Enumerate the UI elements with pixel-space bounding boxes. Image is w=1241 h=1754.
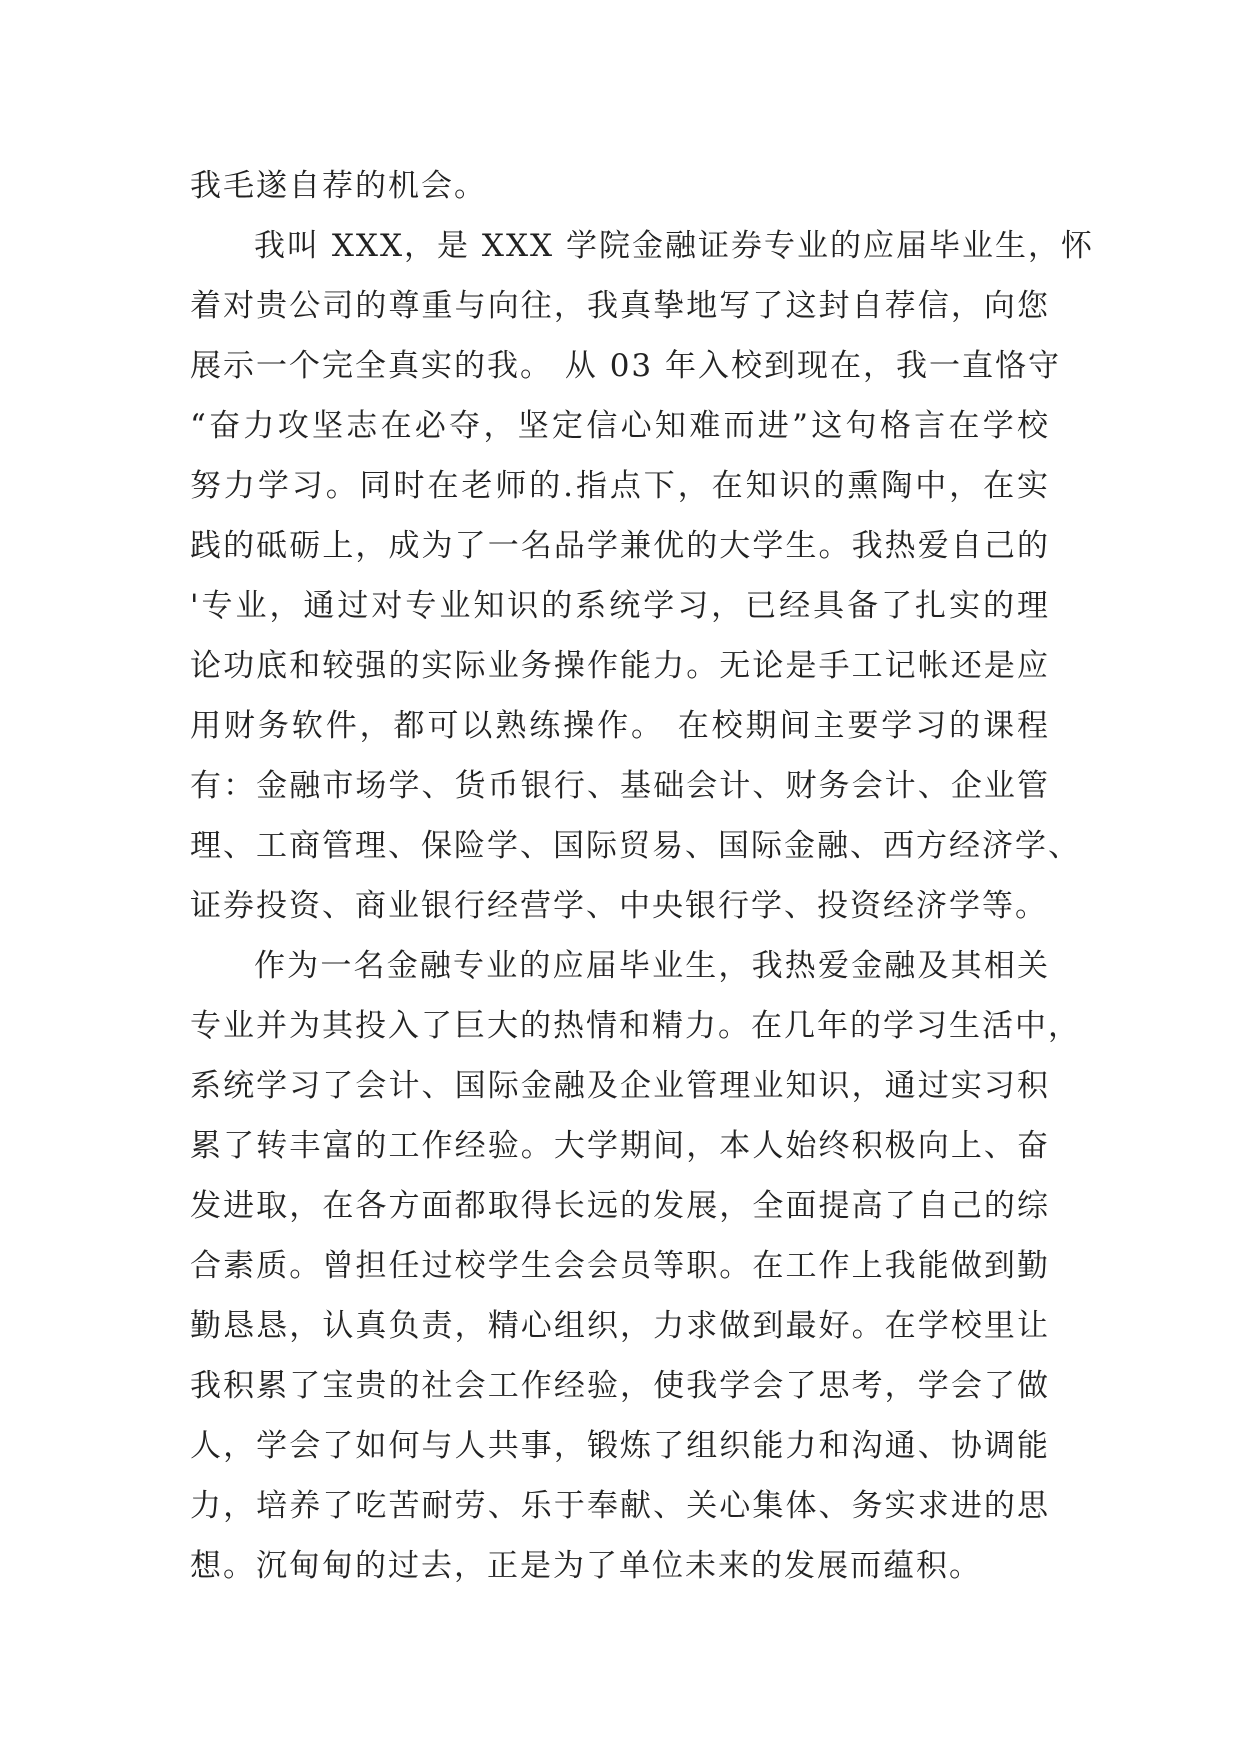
text-line: 专业并为其投入了巨大的热情和精力。在几年的学习生活中， <box>190 1008 1081 1044</box>
text-line: 累了转丰富的工作经验。大学期间，本人始终积极向上、奋 <box>190 1128 1050 1164</box>
text-line: 作为一名金融专业的应届毕业生，我热爱金融及其相关 <box>254 948 1050 984</box>
text-line: 努力学习。同时在老师的.指点下，在知识的熏陶中，在实 <box>190 468 1050 504</box>
text-line: 用财务软件，都可以熟练操作。 在校期间主要学习的课程 <box>190 708 1050 744</box>
text-line: 展示一个完全真实的我。 从 03 年入校到现在，我一直恪守 <box>190 348 1062 384</box>
text-line: 系统学习了会计、国际金融及企业管理业知识，通过实习积 <box>190 1068 1050 1104</box>
text-line: 论功底和较强的实际业务操作能力。无论是手工记帐还是应 <box>190 648 1050 684</box>
text-line: 践的砥砺上，成为了一名品学兼优的大学生。我热爱自己的 <box>190 528 1050 564</box>
text-line: “奋力攻坚志在必夺，坚定信心知难而进”这句格言在学校 <box>190 408 1050 444</box>
text-line: 人，学会了如何与人共事，锻炼了组织能力和沟通、协调能 <box>190 1428 1050 1464</box>
text-line: 证券投资、商业银行经营学、中央银行学、投资经济学等。 <box>190 888 1048 924</box>
text-line: '专业，通过对专业知识的系统学习，已经具备了扎实的理 <box>190 588 1050 624</box>
text-line: 理、工商管理、保险学、国际贸易、国际金融、西方经济学、 <box>190 828 1081 864</box>
text-line: 有：金融市场学、货币银行、基础会计、财务会计、企业管 <box>190 768 1050 804</box>
text-line: 合素质。曾担任过校学生会会员等职。在工作上我能做到勤 <box>190 1248 1050 1284</box>
text-line: 发进取，在各方面都取得长远的发展，全面提高了自己的综 <box>190 1188 1050 1224</box>
text-line: 着对贵公司的尊重与向往，我真挚地写了这封自荐信，向您 <box>190 288 1050 324</box>
text-line: 力，培养了吃苦耐劳、乐于奉献、关心集体、务实求进的思 <box>190 1488 1050 1524</box>
text-line: 我毛遂自荐的机会。 <box>190 168 487 204</box>
text-line: 想。沉甸甸的过去，正是为了单位未来的发展而蕴积。 <box>190 1548 982 1584</box>
text-line: 勤恳恳，认真负责，精心组织，力求做到最好。在学校里让 <box>190 1308 1050 1344</box>
text-line: 我积累了宝贵的社会工作经验，使我学会了思考，学会了做 <box>190 1368 1050 1404</box>
text-line: 我叫 XXX，是 XXX 学院金融证券专业的应届毕业生，怀 <box>254 228 1094 264</box>
letter-body <box>190 156 1094 1596</box>
